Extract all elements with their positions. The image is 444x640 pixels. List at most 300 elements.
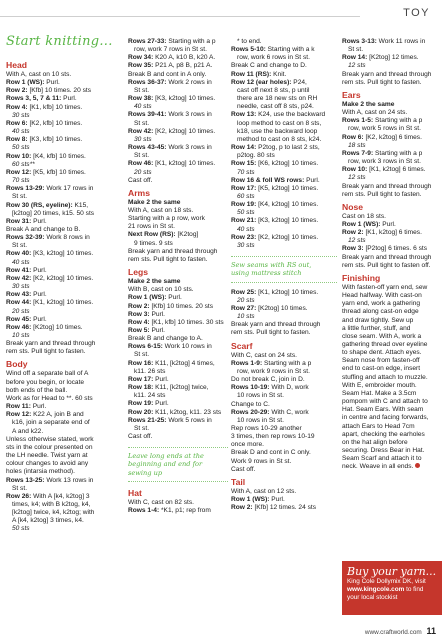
pattern-text: attach Ears to Head 7cm <box>342 422 415 430</box>
tip-line: sewing up <box>128 468 163 477</box>
pattern-row <box>231 409 337 417</box>
row-label: Rows 1-4: <box>128 507 160 515</box>
row-label: Rows 20-29: <box>231 408 270 416</box>
row-label: Row 11: <box>6 403 31 411</box>
row-instruction: [K1, k2tog] 6 times. <box>363 229 422 237</box>
pattern-row <box>128 327 228 335</box>
row-label: Row 42: <box>6 274 32 282</box>
pattern-text: gathering thread over eyeline <box>342 341 428 348</box>
stitch-count: 12 sts <box>348 174 366 182</box>
row-instruction: Starting with a p <box>373 149 423 157</box>
pattern-row <box>342 134 440 142</box>
pattern-row <box>128 144 228 152</box>
row-label: Rows 3, 5, 7 & 11: <box>6 95 62 103</box>
row-instruction: Purl. <box>304 176 320 184</box>
pattern-text: thread along cast-on edge <box>342 308 419 316</box>
row-instruction: Purl. <box>31 291 47 299</box>
pattern-text: Work as for Head to **. 60 sts <box>6 394 93 402</box>
buy-yarn-line <box>347 586 437 594</box>
pattern-row <box>6 87 118 95</box>
row-instruction: Work 2 rows in <box>166 78 212 86</box>
pattern-row <box>231 46 337 54</box>
pattern-row <box>6 403 118 411</box>
row-label: Rows 7-9: <box>342 149 374 157</box>
pattern-continuation: there are 18 new sts on RH <box>237 95 318 103</box>
pattern-text: With A, cast on 24 sts. <box>342 109 408 117</box>
row-label: Rows 36-37: <box>128 78 167 86</box>
pattern-row <box>231 289 337 297</box>
pattern-continuation: cast off next 8 sts, p until <box>237 86 310 94</box>
pattern-text: Seam Hat. Make a 3.5cm <box>342 389 417 397</box>
pattern-text: to shape dent. Attach eyes. <box>342 349 422 357</box>
row-label: Row 14: <box>342 54 368 62</box>
pattern-text: Cast off. <box>231 465 256 473</box>
stitch-count: 60 sts <box>237 192 255 200</box>
pattern-row <box>342 38 440 46</box>
pattern-row <box>231 201 337 209</box>
row-instruction: P24, <box>291 78 307 86</box>
stitch-count: 40 sts <box>12 128 30 136</box>
pattern-row <box>342 117 440 125</box>
pattern-text: Break yarn and thread through <box>128 247 218 255</box>
row-instruction: [K1, k2tog] 6 times. <box>367 166 426 174</box>
pattern-text: Break yarn and thread through <box>342 253 432 261</box>
pattern-text: Break C and change to D. <box>231 62 307 70</box>
buy-yarn-title: Buy your yarn... <box>347 565 437 578</box>
row-label: Row 19: <box>128 400 154 408</box>
pattern-text: yarn end, work a gathering <box>342 300 421 308</box>
pattern-text: holes (intarsia method). <box>6 468 75 476</box>
pattern-text: Change to C. <box>231 400 270 408</box>
pattern-text: Break A and change to B. <box>6 225 81 233</box>
yarn-website-link[interactable]: www.kingcole.com <box>347 585 405 593</box>
row-instruction: K20 A, k10 B, k20 A. <box>153 54 216 62</box>
row-label: Rows 13-29: <box>6 185 45 193</box>
pattern-text: Break yarn and thread through <box>342 182 432 190</box>
row-instruction: [K1, kfb] 10 times. <box>27 103 83 111</box>
row-instruction: Purl. <box>31 217 47 225</box>
pattern-row <box>128 384 228 392</box>
section-heading: Finishing <box>342 272 381 283</box>
row-instruction: [K3, k2tog] 10 times. <box>256 217 319 225</box>
tip-callout <box>231 256 337 283</box>
pattern-row <box>6 316 118 324</box>
row-label: Row 27: <box>231 304 257 312</box>
row-instruction: P2tog, p to last 2 sts, <box>256 144 320 152</box>
row-label: Row 16: <box>128 359 154 367</box>
pattern-text: Work 9 rows in St st. <box>231 457 292 465</box>
pattern-text: Head halfway. With cast-on <box>342 292 422 300</box>
pattern-text: and draw tightly. Sew up <box>342 316 414 324</box>
row-instruction: Purl. <box>149 327 166 334</box>
pattern-row <box>342 54 440 62</box>
row-instruction: Purl. <box>44 79 60 87</box>
pattern-row <box>6 169 118 177</box>
pattern-row <box>231 217 337 225</box>
stitch-count: 20 sts <box>12 307 30 315</box>
pattern-row <box>6 477 118 485</box>
row-label: Row 11 (RS): <box>231 70 272 78</box>
pattern-text: end to cast-on edge, insert <box>342 365 421 373</box>
pattern-continuation: k18, use the backward loop <box>237 127 318 135</box>
pattern-text: Cast on 18 sts. <box>342 212 386 220</box>
row-label: Row 4: <box>128 318 150 326</box>
pattern-row <box>6 234 118 242</box>
row-label: Next Row (RS): <box>128 231 176 239</box>
row-label: Rows 13-25: <box>6 476 45 484</box>
row-label: Row 13: <box>231 111 257 119</box>
pattern-row <box>6 299 118 307</box>
pattern-row <box>128 294 228 302</box>
pattern-continuation: row, work 5 rows in St st. <box>348 125 421 133</box>
pattern-text: Rep rows 10-29 another <box>231 425 302 432</box>
row-label: Row 2: <box>6 87 28 95</box>
pattern-row <box>231 71 337 79</box>
page-footer <box>365 626 436 636</box>
row-label: Row 23: <box>231 233 257 241</box>
row-instruction: [K2tog] 10 times. <box>256 304 308 312</box>
pattern-text: pompom with C and attach to <box>342 398 428 406</box>
row-instruction: With D, work <box>269 384 309 392</box>
row-label: Row 46: <box>128 160 154 168</box>
pattern-text: With A, cast on 18 sts. <box>128 206 194 214</box>
pattern-row <box>128 111 228 119</box>
pattern-row <box>231 504 337 512</box>
section-heading: Hat <box>128 488 142 499</box>
row-instruction: [K1, kfb] 10 times. 30 sts <box>149 318 224 326</box>
row-instruction: [K2, k2tog] 6 times. <box>363 133 422 141</box>
row-instruction: [K3, kfb] 10 times. <box>27 136 83 144</box>
pattern-row <box>6 218 118 226</box>
pattern-row <box>128 160 228 168</box>
row-instruction: [K3, k2tog] 10 times. <box>153 95 216 103</box>
row-label: Row 1 (WS): <box>342 220 381 228</box>
row-label: Row 1 (WS): <box>128 294 167 302</box>
row-instruction: [K2tog] 12 times. <box>367 54 419 62</box>
row-instruction: K24, use the backward <box>256 111 326 119</box>
pattern-row <box>231 305 337 313</box>
row-instruction: Purl. <box>166 294 182 302</box>
pattern-text: securing. Dress Bear in Hat. <box>342 447 425 455</box>
page-title: Start knitting... <box>6 34 113 49</box>
stitch-count: 50 sts <box>12 525 30 533</box>
row-instruction: [K5, k2tog] 10 times. <box>256 184 319 192</box>
pattern-continuation: 10 rows in St st. <box>237 416 284 424</box>
row-label: Row 10: <box>342 166 368 174</box>
row-label: Rows 10-19: <box>231 384 270 392</box>
pattern-row <box>6 185 118 193</box>
pattern-text: apart, checking the earholes <box>342 430 425 438</box>
pattern-row <box>6 411 118 419</box>
row-instruction: [K2, k2tog] 10 times. <box>31 274 94 282</box>
pattern-text <box>342 463 440 471</box>
section-heading: Legs <box>128 267 149 278</box>
pattern-row <box>128 62 228 70</box>
pattern-text: Seam Scarf and attach it to <box>342 455 422 463</box>
pattern-text: close seam. With A, work a <box>342 332 422 340</box>
stitch-count: 30 sts <box>134 135 152 143</box>
row-label: Row 26: <box>6 492 32 500</box>
stitch-count: 60 sts** <box>12 160 35 168</box>
pattern-text: Break yarn and thread through <box>342 70 432 78</box>
section-heading: Scarf <box>231 340 253 351</box>
pattern-row <box>128 409 228 417</box>
row-label: Row 43: <box>6 291 32 299</box>
pattern-text: colour changes to avoid any <box>6 460 89 468</box>
pattern-continuation: row, work 6 rows in St st. <box>237 54 310 62</box>
pattern-text: rem sts. Pull tight to fasten. <box>342 78 422 86</box>
pattern-text: both ends of the ball. <box>6 386 68 394</box>
stitch-count: 20 sts <box>134 168 152 176</box>
pattern-text: Seam nose from fasten-off <box>342 357 420 365</box>
pattern-text: Break B and cont in A only. <box>128 70 207 78</box>
row-label: Row 2: <box>128 302 150 310</box>
column-4 <box>342 38 440 472</box>
footer-url[interactable]: www.craftworld.com <box>364 629 422 636</box>
row-label: Row 25: <box>231 288 257 296</box>
pattern-text: rem sts. Pull tight to fasten off. <box>342 261 431 269</box>
pattern-text: rem sts. Pull tight to fasten. <box>128 255 208 263</box>
row-instruction: Work 5 rows in <box>166 416 212 424</box>
pattern-text: Break yarn and thread through <box>231 321 321 329</box>
row-label: Row 42: <box>128 127 154 135</box>
row-instruction: With C, work <box>269 408 309 416</box>
pattern-text: Break D and cont in C only. <box>231 449 311 457</box>
row-instruction: Purl. <box>269 496 285 504</box>
row-instruction: [Kfb] 12 times. 24 sts <box>252 504 317 512</box>
row-label: Row 4: <box>6 103 28 111</box>
row-instruction: Purl. <box>30 403 47 411</box>
stitch-count: 18 sts <box>348 141 366 149</box>
pattern-row <box>128 311 228 319</box>
row-instruction: [K4, k2tog] 10 times. <box>256 201 319 209</box>
row-instruction: [K1, k2tog] 10 times. <box>153 160 216 168</box>
row-label: Row 15: <box>231 160 257 168</box>
pattern-row <box>6 79 118 87</box>
row-instruction: [K6, k2tog] 10 times. <box>256 160 319 168</box>
row-label: Rows 3-13: <box>342 38 377 45</box>
pattern-row <box>128 507 228 515</box>
pattern-row <box>231 177 337 185</box>
row-label: Row 38: <box>128 95 154 103</box>
pattern-continuation: [k2tog] twice, k4, k2tog; with <box>12 509 95 517</box>
row-label: Row 35: <box>128 62 154 70</box>
section-heading: Ears <box>342 89 361 100</box>
pattern-text-span: neck. Weave in all ends. <box>342 463 414 471</box>
tip-callout <box>128 447 228 482</box>
row-label: Row 20: <box>128 408 154 416</box>
row-instruction: Purl. <box>153 375 169 383</box>
row-label: Rows 43-45: <box>128 144 167 152</box>
pattern-text: stuffing and attach to muzzle. <box>342 373 428 381</box>
pattern-row <box>231 360 337 368</box>
stitch-count: 12 sts <box>348 237 366 245</box>
row-instruction: [K5, kfb] 10 times. <box>31 168 86 176</box>
pattern-row <box>6 120 118 128</box>
row-label: Row 17: <box>128 375 154 383</box>
row-label: Row 34: <box>128 54 154 62</box>
section-tag: TOY <box>403 7 430 19</box>
row-instruction: [K2tog] 10 times. <box>31 323 83 331</box>
row-instruction: Starting with a p <box>373 117 423 125</box>
pattern-continuation: A and k22. <box>12 427 44 435</box>
pattern-text: Hat. Seam Ears. With seam <box>342 406 424 414</box>
pattern-continuation: k11. 24 sts <box>134 392 166 400</box>
pattern-text: With A, cast on 12 sts. <box>231 487 297 495</box>
pattern-row <box>342 245 440 253</box>
stitch-count: 30 sts <box>237 241 255 249</box>
stitch-count: 30 sts <box>12 283 30 291</box>
pattern-text: Wind off a separate ball of A <box>6 370 89 378</box>
pattern-row <box>128 343 228 351</box>
column-3 <box>231 38 337 512</box>
pattern-continuation: times, k4; with B k2tog, k4, <box>12 500 91 508</box>
pattern-row <box>342 166 440 174</box>
row-instruction: [K2, kfb] 10 times. <box>27 119 83 127</box>
row-instruction: [K2, k2tog] 10 times. <box>153 127 216 135</box>
pattern-continuation: needle, cast off 8 sts, p24. <box>237 103 314 111</box>
pattern-row <box>6 153 118 161</box>
pattern-row <box>128 319 228 327</box>
pattern-text: Cast off. <box>128 176 153 184</box>
section-heading: Head <box>6 60 28 70</box>
row-label: Rows 27-33: <box>128 38 167 45</box>
page-number: 11 <box>426 626 436 636</box>
row-label: Row 19: <box>231 201 257 209</box>
buy-yarn-box <box>342 561 442 615</box>
row-label: Row 2: <box>342 229 364 237</box>
pattern-text: Starting with a p row, work <box>128 215 205 223</box>
stitch-count: 40 sts <box>237 225 255 233</box>
row-instruction: K11, [k2tog] 4 times, <box>153 359 215 367</box>
pattern-row <box>128 376 228 384</box>
pattern-text: Cast off. <box>128 433 153 441</box>
pattern-text: Do not break C, join in D. <box>231 376 305 384</box>
pattern-continuation: k11. 26 sts <box>134 367 166 375</box>
row-instruction: Purl. <box>31 266 47 274</box>
stitch-count: 40 sts <box>134 103 152 111</box>
row-instruction: Work 17 rows in <box>44 185 94 193</box>
row-instruction: Work 3 rows in <box>166 111 212 119</box>
pattern-continuation: St st. <box>134 86 150 94</box>
row-instruction: Work 10 rows in <box>162 343 212 351</box>
pattern-text: With fasten-off yarn end, sew <box>342 283 428 291</box>
row-instruction: [K1, k2tog] 10 times. <box>256 288 319 296</box>
pattern-row <box>231 234 337 242</box>
pattern-continuation: p2tog. 80 sts <box>237 152 275 160</box>
stitch-count: 10 sts <box>237 313 255 321</box>
pattern-row <box>128 400 228 408</box>
pattern-continuation: row, work 3 rows in St st. <box>348 158 421 166</box>
pattern-continuation: [k2tog] 20 times, k15. 50 sts <box>12 209 95 217</box>
row-label: Row 12: <box>6 411 32 419</box>
pattern-continuation: St st. <box>348 46 364 54</box>
row-label: Row 12: <box>6 168 32 176</box>
row-label: Row 6: <box>6 119 28 127</box>
row-label: Row 10: <box>6 152 32 160</box>
row-instruction: K15, <box>72 201 89 209</box>
row-label: Rows 21-25: <box>128 416 167 424</box>
pattern-text: Break yarn and thread through <box>6 340 96 348</box>
row-label: Row 12 (ear holes): <box>231 78 292 86</box>
row-label: Row 44: <box>6 299 32 307</box>
stitch-count: 12 sts <box>348 62 366 70</box>
pattern-row <box>6 493 118 501</box>
row-label: Row 6: <box>342 133 364 141</box>
row-label: Row 17: <box>231 184 257 192</box>
pattern-text: 3 times, then rep rows 10-19 <box>231 433 315 441</box>
row-label: Row 3: <box>128 310 150 318</box>
row-label: Rows 1-9: <box>231 359 263 367</box>
stitch-count: 30 sts <box>12 111 30 119</box>
pattern-text: a little further, stuff, and <box>342 324 411 332</box>
row-instruction: Purl. <box>31 315 47 323</box>
row-label: Row 41: <box>6 266 32 274</box>
row-instruction: K11, [k2tog] twice, <box>153 384 209 392</box>
header-rule <box>0 16 360 17</box>
row-instruction: Work 3 rows in <box>166 144 212 152</box>
pattern-text: rem sts. Pull tight to fasten. <box>6 348 86 356</box>
pattern-text: With A, cast on 10 sts. <box>6 71 72 78</box>
row-label: Row 31: <box>6 217 32 225</box>
row-instruction: Work 13 rows in <box>44 476 94 484</box>
tip-line: Leave long ends at the <box>128 452 204 461</box>
stitch-count: 50 sts <box>12 144 30 152</box>
section-heading: Body <box>6 359 28 370</box>
section-heading: Tail <box>231 476 246 487</box>
pattern-row <box>6 267 118 275</box>
row-instruction: K22 A, join B and <box>31 411 84 419</box>
pattern-continuation: St st. <box>12 484 28 492</box>
row-instruction: [K4, kfb] 10 times. <box>31 152 86 160</box>
row-instruction: Starting with a p <box>262 359 312 367</box>
pattern-row <box>128 38 228 46</box>
row-instruction: Purl. <box>149 310 166 318</box>
row-instruction: Purl. <box>153 400 169 408</box>
pattern-text: Break B and change to A. <box>128 335 203 343</box>
pattern-row <box>128 128 228 136</box>
pattern-continuation: St st. <box>134 424 150 432</box>
pattern-row <box>231 496 337 504</box>
stitch-count: 20 sts <box>237 296 255 304</box>
pattern-row <box>231 111 337 119</box>
pattern-row <box>128 360 228 368</box>
tip-line: using mattress stitch <box>231 269 302 278</box>
pattern-continuation: k16, join a separate end of <box>12 419 90 427</box>
row-label: Row 5: <box>128 327 150 334</box>
pattern-text: rem sts. Pull tight to fasten. <box>231 329 311 337</box>
pattern-row <box>231 384 337 392</box>
pattern-continuation: St st. <box>134 119 150 127</box>
row-label: Rows 39-41: <box>128 111 167 119</box>
pattern-text: before you begin, or locate <box>6 378 85 386</box>
row-label: Row 30 (RS, eyeline): <box>6 201 73 209</box>
pattern-row <box>342 150 440 158</box>
stitch-count: 40 sts <box>12 258 30 266</box>
buy-yarn-line: King Cole Dollymix DK, visit <box>347 578 426 585</box>
pattern-continuation: A [k4, k2tog] 3 times, k4. <box>12 517 84 525</box>
row-label: Row 3: <box>342 245 364 253</box>
pattern-row <box>128 303 228 311</box>
pattern-row <box>128 231 228 239</box>
pattern-row <box>231 160 337 168</box>
row-label: Row 16 & foll WS rows: <box>231 176 305 184</box>
row-instruction: Knit. <box>271 70 287 78</box>
buy-yarn-line: your local stockist <box>347 593 398 601</box>
column-1 <box>6 60 118 534</box>
row-label: Row 40: <box>6 250 32 258</box>
pattern-continuation: St st. <box>12 193 28 201</box>
